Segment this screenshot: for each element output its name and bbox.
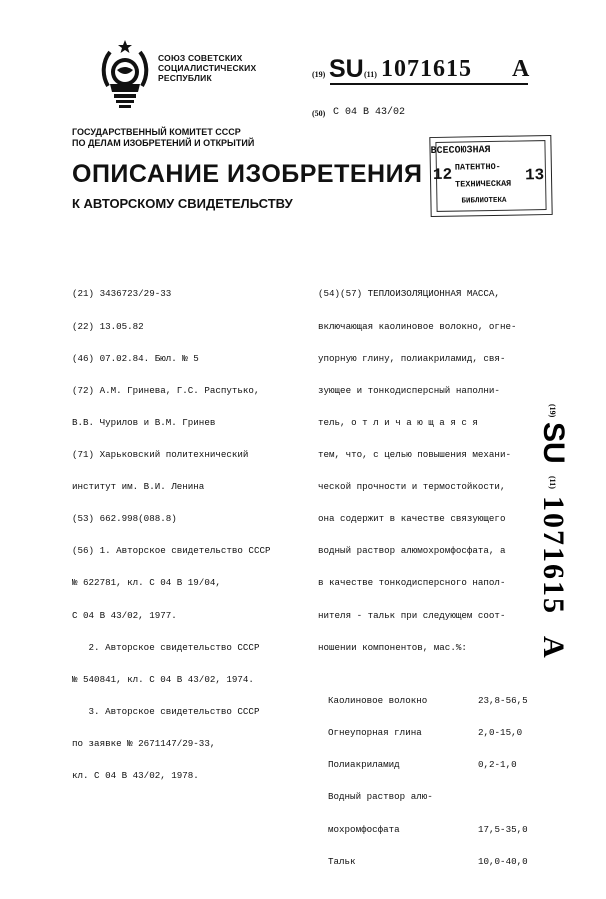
abstract-line: включающая каолиновое волокно, огне- — [318, 320, 517, 332]
component-value: 23,8-56,5 — [478, 695, 528, 707]
stamp-line: ПАТЕНТНО- — [454, 161, 501, 173]
abstract-line: тем, что, с целью повышения механи- — [318, 448, 511, 460]
abstract-line: водный раствор алюмохромфосфата, а — [318, 545, 506, 557]
ipc-classification: С 04 В 43/02 — [333, 107, 406, 118]
abstract-line: она содержит в качестве связующего — [318, 513, 506, 525]
inid-code-51: (50) — [312, 109, 326, 118]
bibliographic-data — [72, 268, 270, 792]
org-line: СОЦИАЛИСТИЧЕСКИХ — [158, 63, 257, 73]
component-row — [318, 825, 528, 836]
biblio-line: В.В. Чурилов и В.М. Гринев — [72, 416, 216, 428]
committee-line: ГОСУДАРСТВЕННЫЙ КОМИТЕТ СССР — [72, 127, 241, 137]
side-patent-number — [508, 404, 568, 704]
biblio-line: (46) 07.02.84. Бюл. № 5 — [72, 352, 199, 364]
component-row — [318, 760, 528, 771]
issuing-country — [158, 53, 256, 83]
abstract-line: (54)(57) ТЕПЛОИЗОЛЯЦИОННАЯ МАССА, — [318, 288, 500, 300]
kind-code: A — [512, 56, 530, 82]
library-stamp — [429, 135, 552, 217]
side-code-11: (11) — [548, 476, 557, 489]
stamp-line: БИБЛИОТЕКА — [461, 196, 507, 206]
component-value: 0,2-1,0 — [478, 759, 517, 771]
committee — [72, 127, 254, 149]
country-code: SU — [329, 55, 364, 83]
component-name: Огнеупорная глина — [328, 727, 422, 739]
stamp-line: ТЕХНИЧЕСКАЯ — [455, 178, 512, 190]
component-row — [318, 696, 528, 707]
stamp-left-mark: 12 — [432, 165, 453, 185]
components-table — [318, 675, 528, 889]
biblio-line: по заявке № 2671147/29-33, — [72, 737, 216, 749]
abstract-line: ношении компонентов, мас.%: — [318, 641, 467, 653]
stamp-right-mark: 13 — [524, 166, 545, 185]
stamp-line: ВСЕСОЮЗНАЯ — [430, 145, 491, 158]
side-code-19: (19) — [548, 404, 557, 418]
abstract — [318, 268, 528, 899]
component-value: 17,5-35,0 — [478, 823, 528, 835]
component-name: мохромфосфата — [328, 823, 400, 835]
inid-code-19: (19) — [312, 70, 326, 79]
biblio-line: 2. Авторское свидетельство СССР — [72, 641, 260, 653]
component-name: Каолиновое волокно — [328, 695, 428, 707]
biblio-line: (71) Харьковский политехнический — [72, 448, 249, 460]
biblio-line: кл. С 04 В 43/02, 1978. — [72, 770, 199, 782]
biblio-line: институт им. В.И. Ленина — [72, 481, 205, 493]
org-line: СОЮЗ СОВЕТСКИХ — [158, 53, 243, 63]
biblio-line: 3. Авторское свидетельство СССР — [72, 705, 260, 717]
biblio-line: (56) 1. Авторское свидетельство СССР — [72, 545, 271, 557]
component-value: 2,0-15,0 — [478, 727, 523, 739]
component-row — [318, 728, 528, 739]
committee-line: ПО ДЕЛАМ ИЗОБРЕТЕНИЙ И ОТКРЫТИЙ — [72, 138, 255, 148]
side-patent-digits: 1071615 — [537, 496, 568, 615]
inid-code-11: (11) — [364, 70, 377, 79]
component-value: 10,0-40,0 — [478, 855, 528, 867]
abstract-line: нителя - тальк при следующем соот- — [318, 609, 506, 621]
side-country-code: SU — [537, 422, 568, 464]
biblio-line: № 622781, кл. С 04 В 19/04, — [72, 577, 221, 589]
component-name: Полиакриламид — [328, 759, 400, 771]
component-name: Водный раствор алю- — [328, 791, 433, 803]
number-underline — [330, 83, 528, 85]
document-subtitle: К АВТОРСКОМУ СВИДЕТЕЛЬСТВУ — [72, 196, 293, 211]
abstract-line: ческой прочности и термостойкости, — [318, 481, 506, 493]
biblio-line: (72) А.М. Гринева, Г.С. Распутько, — [72, 384, 260, 396]
abstract-line: упорную глину, полиакриламид, свя- — [318, 352, 506, 364]
component-row — [318, 857, 528, 868]
patent-number: 1071615 — [381, 56, 472, 82]
component-name: Тальк — [328, 855, 356, 867]
abstract-line: тель, о т л и ч а ю щ а я с я — [318, 416, 478, 428]
ussr-emblem-icon — [100, 38, 150, 110]
document-title: ОПИСАНИЕ ИЗОБРЕТЕНИЯ — [72, 160, 423, 188]
biblio-line: (21) 3436723/29-33 — [72, 288, 172, 300]
side-number-svg — [508, 404, 568, 704]
biblio-line: (53) 662.998(088.8) — [72, 513, 177, 525]
component-row — [318, 792, 528, 803]
abstract-line: в качестве тонкодисперсного напол- — [318, 577, 506, 589]
org-line: РЕСПУБЛИК — [158, 73, 212, 83]
biblio-line: № 540841, кл. С 04 В 43/02, 1974. — [72, 673, 254, 685]
abstract-line: зующее и тонкодисперсный наполни- — [318, 384, 500, 396]
side-kind-code: A — [537, 636, 568, 658]
biblio-line: С 04 В 43/02, 1977. — [72, 609, 177, 621]
ussr-emblem — [100, 38, 150, 110]
biblio-line: (22) 13.05.82 — [72, 320, 144, 332]
